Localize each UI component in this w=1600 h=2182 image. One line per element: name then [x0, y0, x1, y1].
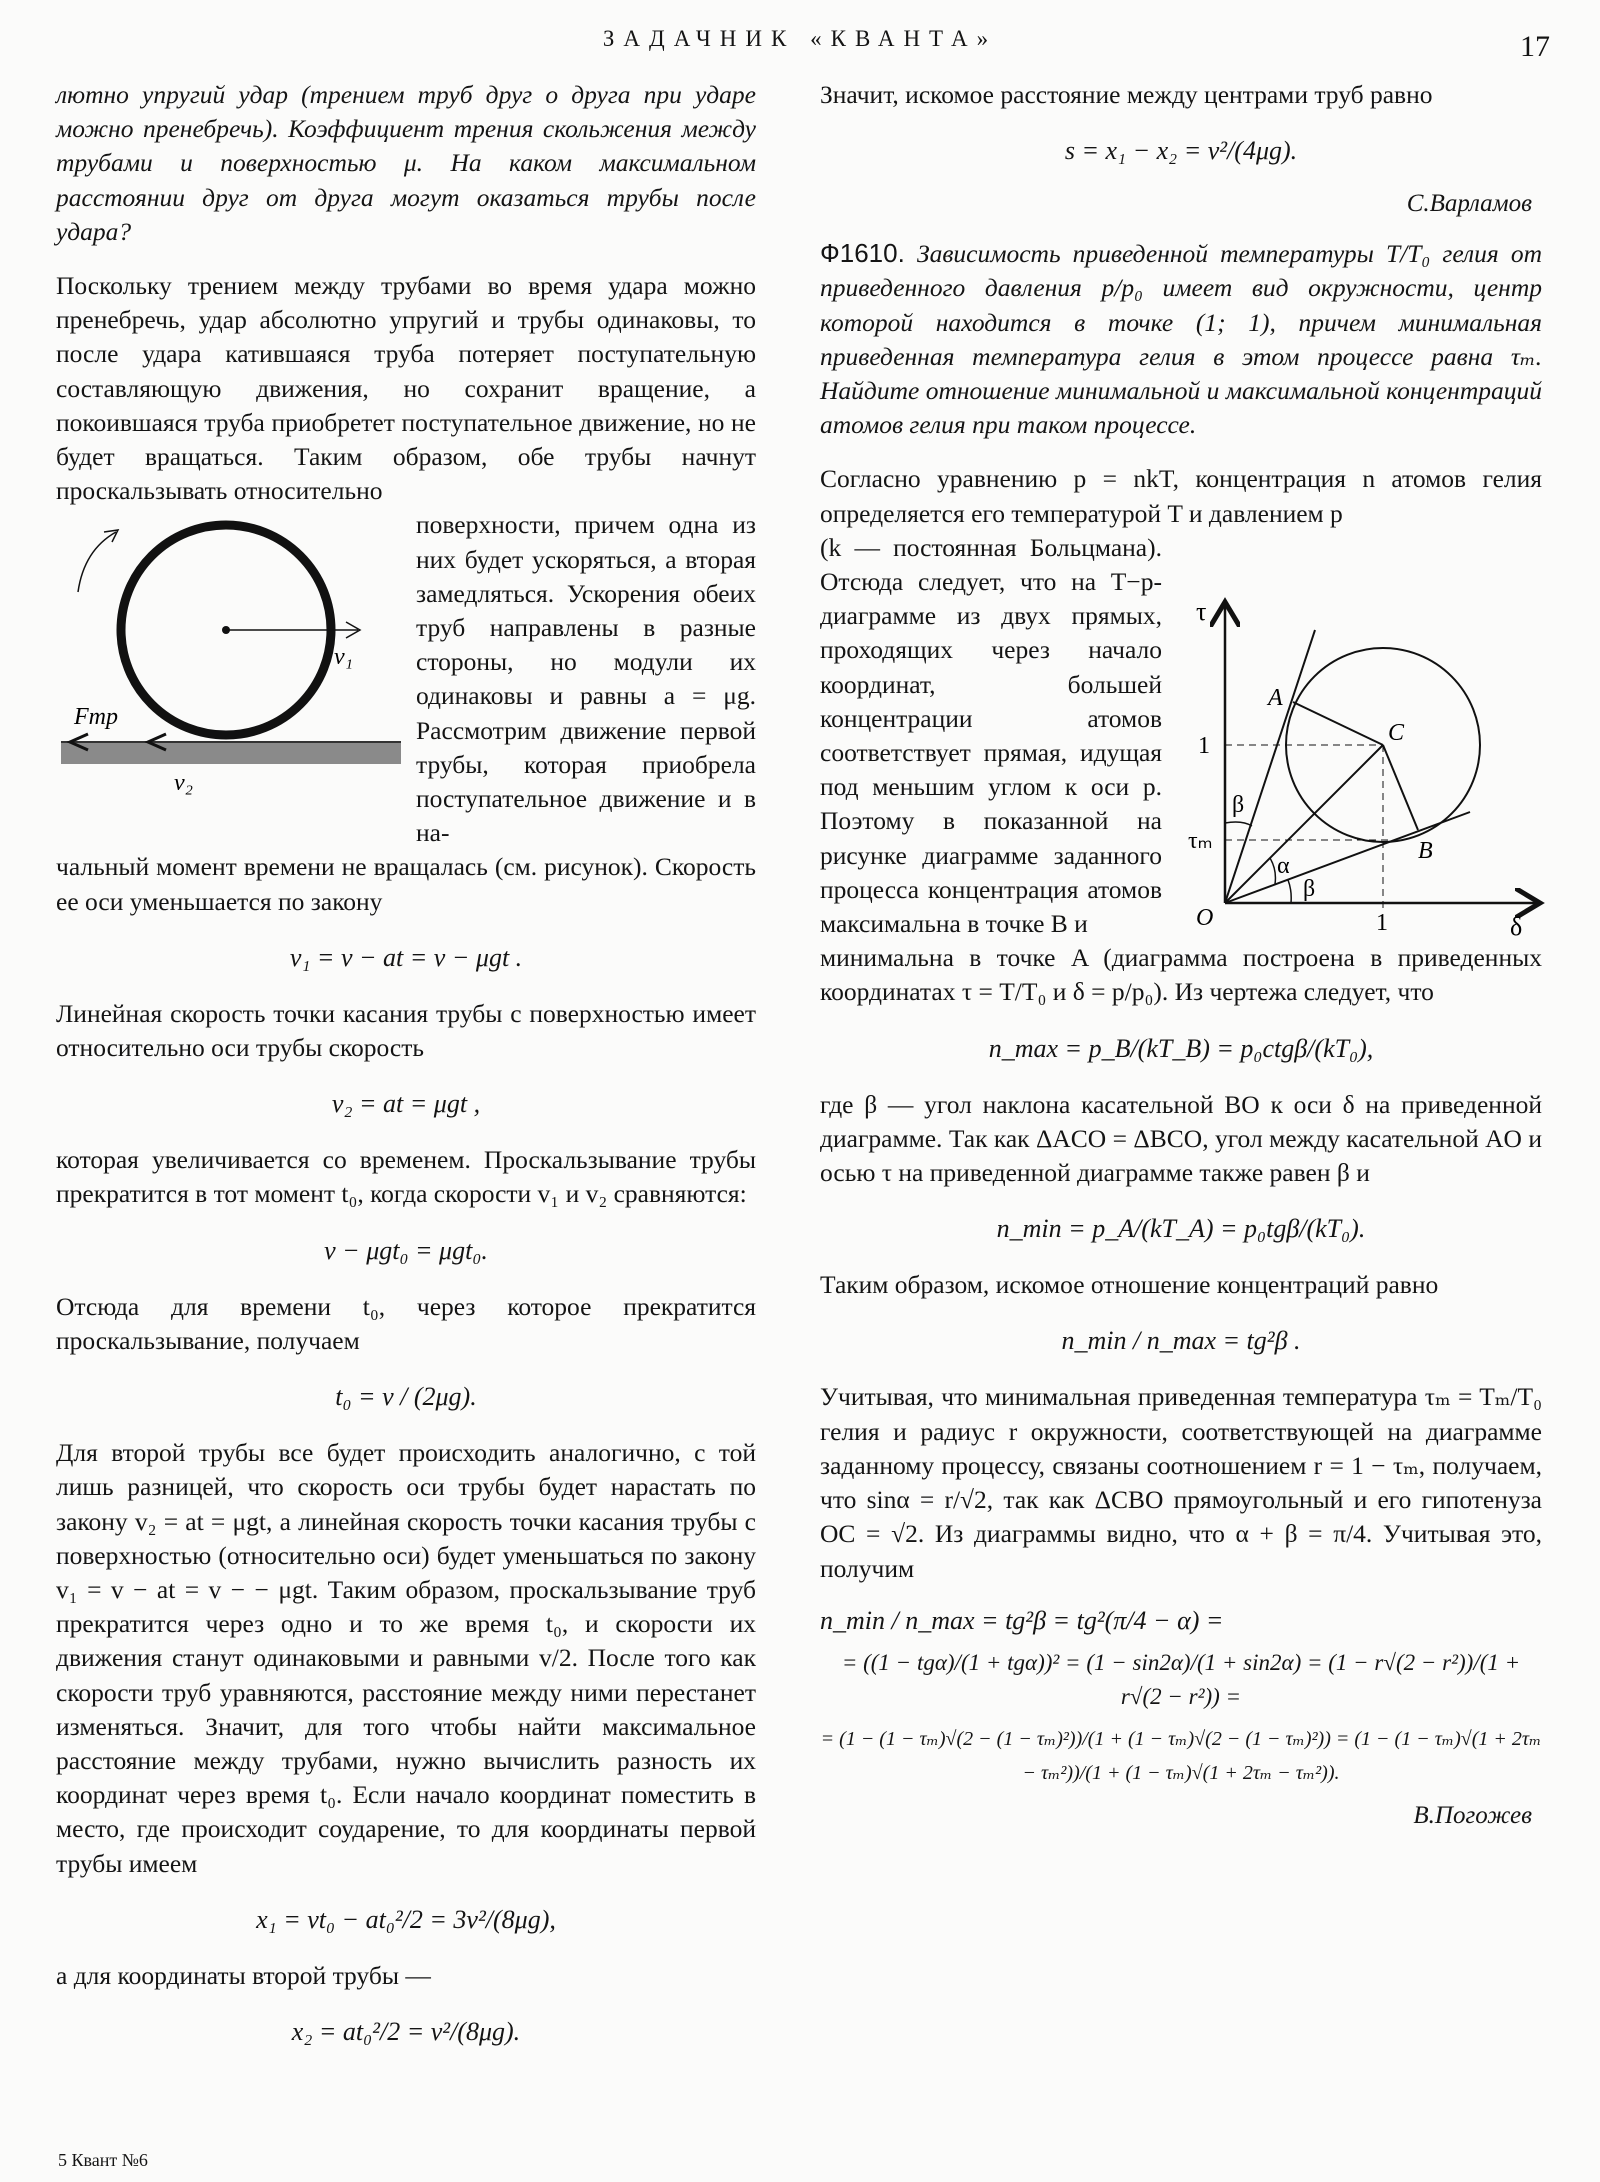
equation-v1: v₁ = v − at = v − μgt .	[289, 942, 523, 972]
equation-x2: x₂ = at₀²/2 = v²/(8μg).	[291, 2016, 521, 2046]
equation-equal-speeds: v − μgt₀ = μgt₀.	[324, 1235, 488, 1265]
tick-label-tau-m: τₘ	[1188, 828, 1213, 854]
equation-nmax: n_max = p_B/(kT_B) = p₀ctgβ/(kT₀),	[988, 1033, 1374, 1063]
page-number: 17	[1520, 30, 1550, 63]
equation-nmin: n_min = p_A/(kT_A) = p₀tgβ/(kT₀).	[996, 1214, 1366, 1244]
rotation-arrow	[78, 532, 116, 592]
tick-label-delta-1: 1	[1376, 910, 1388, 936]
solution-paragraph-4: Учитывая, что минимальная приведенная температура τₘ = Tₘ/T₀ гелия и радиус r окружности, соответствующей на диаграмме заданному процессу, связаны соотношением r = 1 − τₘ, получаем, что sinα = r/√2, так как ΔCBO прямоугольный и его гипотенуза OC = √2. Из диаграммы видно, что α + β = π/4. Учитывая это, получим	[820, 1382, 1542, 1583]
tau-delta-diagram	[1180, 590, 1580, 950]
equation-v2: v₂ = at = μgt ,	[331, 1089, 481, 1119]
tube-figure	[56, 510, 416, 800]
label-angle-beta-bottom: β	[1303, 876, 1316, 902]
equation-ratio: n_min / n_max = tg²β .	[1061, 1326, 1301, 1356]
angle-beta-arc-bottom	[1288, 880, 1291, 903]
label-point-B: B	[1418, 838, 1433, 864]
solution-paragraph-1-wrapped: (k — постоянная Больцмана). Отсюда следует, что на T−p-диаграмме из двух прямых, проходящих через начало координат, большей концентрации атомов соответствует прямая, идущая под меньшим углом к оси p. Поэтому в показанной на рисунке диаграмме заданного процесса концентрация атомов максимальна в точке B и	[820, 532, 1162, 939]
label-origin: O	[1196, 905, 1214, 931]
tangent-OB	[1225, 812, 1470, 903]
label-friction: Fтр	[74, 704, 118, 730]
equation-x1: x₁ = vt₀ − at₀²/2 = 3v²/(8μg),	[256, 1904, 556, 1934]
label-point-A: A	[1268, 685, 1283, 711]
author-signature-2: В.Погожев	[1413, 1801, 1532, 1829]
solution-paragraph-6: а для координаты второй трубы —	[56, 1960, 431, 1990]
label-angle-beta-top: β	[1232, 792, 1245, 818]
tangent-OA	[1225, 630, 1315, 903]
solution-paragraph-3: которая увеличивается со временем. Проскальзывание трубы прекратится в тот момент t₀, когда скорости v₁ и v₂ сравняются:	[56, 1145, 756, 1209]
page-footer: 5 Квант №6	[58, 2150, 148, 2170]
solution-paragraph-2: где β — угол наклона касательной BO к оси δ на приведенной диаграмме. Так как ΔACO = ΔBCO, угол между касательной AO и осью τ на приведенной диаграмме также равен β и	[820, 1089, 1542, 1188]
equation-t0: t₀ = v / (2μg).	[335, 1382, 477, 1412]
label-point-C: C	[1388, 720, 1405, 746]
label-v2: v₂	[174, 770, 193, 796]
solution-paragraph-1: Согласно уравнению p = nkT, концентрация n атомов гелия определяется его температурой T и давлением p	[820, 464, 1542, 528]
equation-derivation-3: = (1 − (1 − τₘ)√(2 − (1 − τₘ)²))/(1 + (1 − τₘ)√(2 − (1 − τₘ)²)) = (1 − (1 − τₘ)√(1 + 2τₘ − τₘ²))/(1 + (1 − τₘ)√(1 + 2τₘ − τₘ²)).	[820, 1727, 1542, 1784]
label-axis-tau: τ	[1196, 597, 1207, 626]
problem-id: Ф1610.	[820, 238, 905, 269]
solution-paragraph-3: Таким образом, искомое отношение концентраций равно	[820, 1270, 1439, 1300]
left-column	[56, 78, 756, 2071]
solution-paragraph-1-end: чальный момент времени не вращалась (см. рисунок). Скорость ее оси уменьшается по закону	[56, 852, 756, 916]
surface	[61, 742, 401, 764]
problem-statement: Зависимость приведенной температуры T/T₀ гелия от приведенного давления p/p₀ имеет вид окружности, центр которой находится в точке (1; 1), причем минимальная приведенная температура гелия в этом процессе равна τₘ. Найдите отношение минимальной и максимальной концентраций атомов гелия при таком процессе.	[820, 239, 1542, 440]
radius-CA	[1293, 702, 1383, 745]
angle-beta-arc-top	[1225, 822, 1252, 826]
conclusion-paragraph: Значит, искомое расстояние между центрами труб равно	[820, 80, 1433, 109]
solution-paragraph-5: Для второй трубы все будет происходить аналогично, с той лишь разницей, что скорость оси трубы будет нарастать по закону v₂ = at = μgt, а линейная скорость точки касания трубы с поверхностью (относительно оси) будет уменьшаться по закону v₁ = v − at = v − − μgt. Таким образом, проскальзывание труб прекратится через одно и то же время t₀, и скорости их движения станут одинаковыми и равными v/2. После того как скорости труб уравняются, расстояние между ними перестанет изменяться. Значит, для того чтобы найти максимальное расстояние между трубами, нужно вычислить разность их координат через время t₀. Если начало координат поместить в место, где происходит соударение, то для координаты первой трубы имеем	[56, 1438, 756, 1878]
solution-paragraph-1: Поскольку трением между трубами во время удара можно пренебречь, удар абсолютно упругий и трубы одинаковы, то после удара катившаяся труба потеряет поступательную составляющую движения, но сохранит вращение, а покоившаяся труба приобретет поступательное движение, но не будет вращаться. Таким образом, обе трубы начнут проскальзывать относительно	[56, 271, 756, 506]
tick-label-tau-1: 1	[1198, 733, 1210, 759]
problem-statement-tail: лютно упругий удар (трением труб друг о друга при ударе можно пренебречь). Коэффициент трения скольжения между трубами и поверхностью μ. На каком максимальном расстоянии друг от друга могут оказаться трубы после удара?	[56, 80, 756, 246]
label-axis-delta: δ	[1510, 912, 1523, 941]
equation-derivation-2: = ((1 − tgα)/(1 + tgα))² = (1 − sin2α)/(1 + sin2α) = (1 − r√(2 − r²))/(1 + r√(2 − r²)) =	[841, 1649, 1521, 1709]
running-header: ЗАДАЧНИК «КВАНТА»	[602, 26, 998, 51]
label-v1: v₁	[334, 644, 353, 670]
right-column	[820, 78, 1542, 1848]
solution-paragraph-2: Линейная скорость точки касания трубы с поверхностью имеет относительно оси трубы скорость	[56, 998, 756, 1063]
author-signature-1: С.Варламов	[1406, 190, 1532, 218]
rotation-arrowhead	[104, 530, 118, 542]
equation-derivation-1: n_min / n_max = tg²β = tg²(π/4 − α) =	[820, 1605, 1224, 1635]
solution-paragraph-1-wrapped: поверхности, причем одна из них будет ускоряться, а вторая замедляться. Ускорения обеих труб направлены в разные стороны, но модули их одинаковы и равны a = μg. Рассмотрим движение первой трубы, которая приобрела поступательное движение и в на-	[416, 510, 756, 848]
radius-CB	[1383, 745, 1418, 830]
solution-paragraph-1-end: минимальна в точке A (диаграмма построена в приведенных координатах τ = T/T₀ и δ = p/p₀). Из чертежа следует, что	[820, 943, 1542, 1007]
equation-distance: s = x₁ − x₂ = v²/(4μg).	[1064, 136, 1298, 166]
label-angle-alpha: α	[1277, 853, 1290, 879]
angle-alpha-arc	[1270, 858, 1275, 884]
solution-paragraph-4: Отсюда для времени t₀, через которое прекратится проскальзывание, получаем	[56, 1291, 756, 1355]
